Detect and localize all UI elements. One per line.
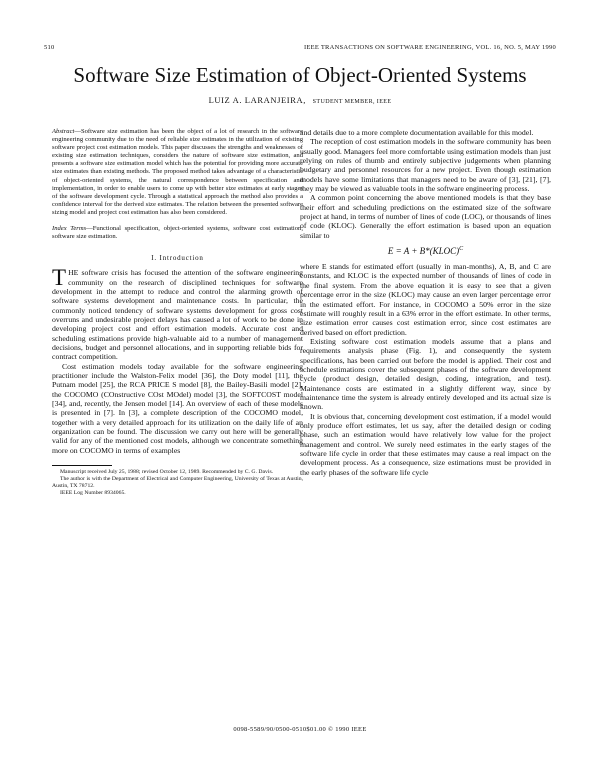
intro-paragraph-1 (52, 265, 303, 362)
intro-paragraph-1-text: HE software crisis has focused the attention of the software engineering community on the research of disciplined techniques for software development in the attempt to reduce and control the alarming growth of software systems development and maintenance costs. In particular, the commonly noticed tendency of software systems development for gross cost overruns and undesirable project delays has caused a lot of work to be done in developing project cost and effort estimation models. Accurate cost and scheduling estimations provide high-valuable aid to a number of management decisions, budget and personnel allocations, and in supporting reliable bids for contract competition. (52, 268, 303, 362)
paper-title: Software Size Estimation of Object-Oriented Systems (73, 63, 527, 87)
copyright-line: 0098-5589/90/0500-0510$01.00 © 1990 IEEE (233, 726, 367, 733)
author-line (0, 95, 600, 105)
abstract-text: —Software size estimation has been the object of a lot of research in the software engineering community due to the need of reliable size estimates in the utilization of existing software project cost estimation models. This paper discusses the strengths and weaknesses of existing size estimation techniques, considers the nature of software size estimation, and presents a software size estimation model which has the potential for providing more accurate size estimates than existing methods. The proposed method takes advantage of a characteristic of object-oriented systems, the natural correspondence between specification and implementation, in order to enable users to come up with better size estimates at early stages of the software development cycle. Through a statistical approach the method also provides a confidence interval for the derived size estimates. The relation between the presented software sizing model and project cost estimation has also been considered. (52, 128, 303, 216)
intro-paragraph-2: Cost estimation models today available for the software engineering practitioner include the Walston-Felix model [36], the Doty model [11], the Putnam model [25], the RCA PRICE S model [8], the Bailey-Basili model [2], the COCOMO (COnstructive COst MOdel) model [3], the SOFTCOST model [34], and, recently, the Jensen model [14]. An overview of each of these models is presented in [7]. In [3], a complete description of the COCOMO model, together with a very detailed approach for its utilization on the daily life of an organization can be found. The discussion we carry out here will be generally valid for any of the mentioned cost models, although we concentrate something more on COCOMO in terms of examples (52, 361, 303, 455)
journal-name: IEEE TRANSACTIONS ON SOFTWARE ENGINEERING, VOL. 16, NO. 5, MAY 1990 (303, 44, 556, 51)
right-paragraph-6: It is obvious that, concerning development cost estimation, if a model would only produce effort estimates, let us say, after the detailed design or coding phase, such an estimation would have relatively low value for the project management and control. We surely need estimates in the early stages of the software life cycle in order that these estimates may cause a real impact on the development process. As a consequence, size estimations must be provided in the early phases of the software life cycle (300, 411, 551, 477)
right-paragraph-continued: and details due to a more complete documentation available for this model. (300, 128, 534, 137)
footnote-affiliation: The author is with the Department of Electrical and Computer Engineering, University of Texas at Austin, Austin, TX 78712. (52, 476, 303, 490)
right-paragraph-4: where E stands for estimated effort (usually in man-months), A, B, and C are constants, and KLOC is the expected number of thousands of lines of code in the final system. From the above equation it is easy to see that a given percentage error in the size (KLOC) may cause an even larger percentage error in the estimated effort. For instance, in COCOMO a 50% error in the size estimate will roughly result in a 63% error in the effort estimate. In other terms, size estimation error causes cost estimation error, since cost estimates are derived based on effort prediction. (300, 262, 551, 337)
author-name: LUIZ A. LARANJEIRA, (208, 95, 306, 105)
abstract (52, 128, 303, 217)
footnote-manuscript: Manuscript received July 25, 1988; revised October 12, 1989. Recommended by C. G. Davis. (60, 469, 274, 476)
drop-cap: T (52, 265, 67, 291)
equation-body: E = A + B*(KLOC) (387, 246, 460, 257)
author-membership: STUDENT MEMBER, IEEE (312, 99, 392, 105)
equation-exponent: C (459, 246, 464, 253)
index-terms-label: Index Terms (52, 225, 87, 233)
section-heading-introduction: I. Introduction (151, 254, 204, 263)
left-column (52, 128, 303, 497)
abstract-label: Abstract (52, 128, 75, 135)
right-paragraph-3: A common point concerning the above mentioned models is that they base their effort and scheduling predictions on the estimated size of the software project at hand, in terms of number of lines of code (LOC), or thousands of lines of code (KLOC). Generally the effort estimation is based upon an equation similar to (300, 193, 551, 240)
index-terms (52, 225, 303, 241)
right-paragraph-5: Existing software cost estimation models assume that a plans and requirements analysis phase (Fig. 1), and consequently the system specifications, has been carried out before the model is applied. Their cost and schedule estimations cover the subsequent phases of the software development cycle (product design, detailed design, coding, integration, and test). Maintenance costs are estimated in a slightly different way, since by maintenance time the system is already entirely developed and its actual size is known. (300, 336, 551, 412)
right-paragraph-2: The reception of cost estimation models in the software community has been usually good. Managers feel more comfortable using estimation models than just relying on rules of thumb and entirely subjective judgements when planning budgetary and personnel resources for a new project. Even though estimation models have some limitations that managers need to be aware of [3], [21], [7], they may be viewed as valuable tools in the software engineering process. (300, 137, 551, 194)
footnote-divider (52, 465, 112, 466)
index-terms-text: —Functional specification, object-oriented systems, software cost estimation, software size estimation. (52, 225, 303, 241)
running-head (44, 44, 556, 51)
effort-equation (300, 246, 551, 256)
page-number: 510 (44, 44, 55, 51)
right-column (300, 128, 551, 477)
footnote-log-number: IEEE Log Number 8934065. (60, 490, 126, 497)
